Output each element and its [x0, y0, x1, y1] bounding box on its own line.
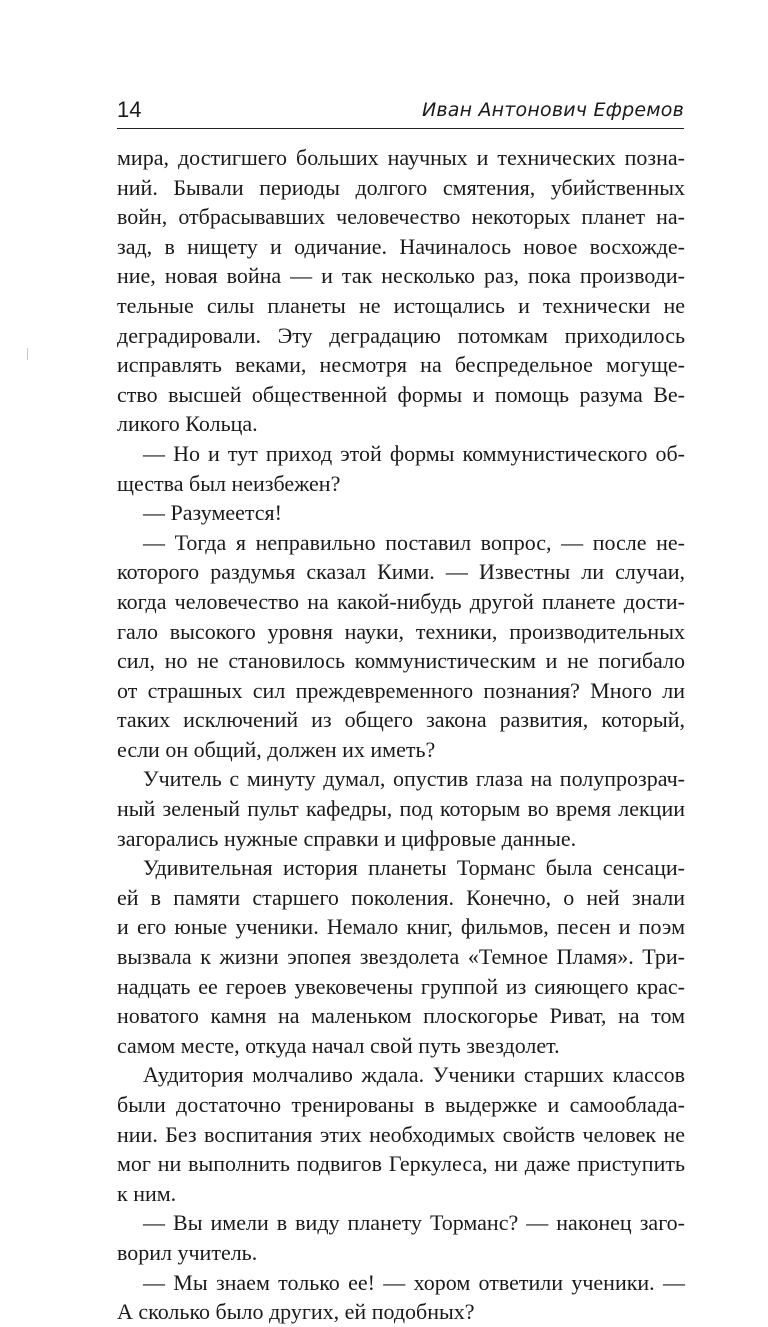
text-line: загорались нужные справки и цифровые данные. — [117, 825, 577, 851]
text-line: мог ни выполнить подвигов Геркулеса, ни даже приступить — [117, 1151, 685, 1177]
text-line: если он общий, должен их иметь? — [117, 736, 436, 762]
text-line: сил, но не становилось коммунистическим и не погибало — [117, 648, 685, 674]
text-line: нии. Без воспитания этих необходимых свойств человек не — [117, 1121, 685, 1147]
text-line: и его юные ученики. Немало книг, фильмов, песен и поэм — [117, 914, 685, 940]
text-line: — Но и тут приход этой формы коммунистического об- — [143, 440, 685, 466]
text-line: ство высшей общественной формы и помощь разума Ве- — [117, 381, 685, 407]
text-line: которого раздумья сказал Кими. — Известны ли случаи, — [117, 559, 685, 585]
margin-mark — [27, 348, 28, 360]
text-line: ликого Кольца. — [117, 411, 258, 437]
text-line: — Тогда я неправильно поставил вопрос, — после не- — [143, 529, 685, 555]
text-line: от страшных сил преждевременного познания? Много ли — [117, 677, 685, 703]
text-line: надцать ее героев увековечены группой из сияющего крас- — [117, 973, 685, 999]
text-line: войн, отбрасывавших человечество некоторых планет на- — [117, 204, 685, 230]
running-head — [117, 98, 684, 129]
text-line: ворил учитель. — [117, 1239, 258, 1265]
text-line: когда человечество на какой-нибудь другой планете дости- — [117, 588, 685, 614]
text-line: А сколько было других, ей подобных? — [117, 1299, 475, 1325]
text-line: ей в памяти старшего поколения. Конечно, о ней знали — [117, 884, 685, 910]
text-line: ный зеленый пульт кафедры, под которым во время лекции — [117, 796, 685, 822]
text-line: вызвала к жизни эпопея звездолета «Темное Пламя». Три- — [117, 944, 685, 970]
text-line: ний. Бывали периоды долгого смятения, убийственных — [117, 174, 685, 200]
text-line: — Разумеется! — [143, 500, 282, 526]
text-line: тельные силы планеты не истощались и технически не — [117, 292, 685, 318]
body-text — [117, 143, 685, 1327]
text-line: деградировали. Эту деградацию потомкам приходилось — [117, 322, 685, 348]
text-line: новатого камня на маленьком плоскогорье Риват, на том — [117, 1003, 685, 1029]
text-line: были достаточно тренированы в выдержке и самооблада- — [117, 1092, 685, 1117]
text-line: таких исключений из общего закона развития, который, — [117, 707, 685, 733]
text-line: щества был неизбежен? — [117, 470, 341, 496]
running-title: Иван Антонович Ефремов — [421, 99, 684, 121]
text-line: ние, новая война — и так несколько раз, пока производи- — [117, 263, 685, 289]
text-line: гало высокого уровня науки, техники, производительных — [117, 618, 685, 644]
text-line: Удивительная история планеты Торманс была сенсаци- — [143, 855, 685, 881]
text-line: Учитель с минуту думал, опустив глаза на полупрозрач- — [143, 766, 685, 792]
text-line: — Вы имели в виду планету Торманс? — наконец заго- — [143, 1210, 685, 1236]
text-line: зад, в нищету и одичание. Начиналось новое восхожде- — [117, 233, 685, 259]
text-line: — Мы знаем только ее! — хором ответили ученики. — — [143, 1269, 685, 1295]
text-line: Аудитория молчаливо ждала. Ученики старших классов — [143, 1062, 685, 1088]
text-line: самом месте, откуда начал свой путь звездолет. — [117, 1032, 560, 1058]
text-line: мира, достигшего больших научных и технических позна- — [117, 145, 685, 170]
page-number: 14 — [117, 97, 142, 122]
text-line: к ним. — [117, 1180, 177, 1206]
text-line: исправлять веками, несмотря на беспредельное могуще- — [117, 352, 685, 378]
